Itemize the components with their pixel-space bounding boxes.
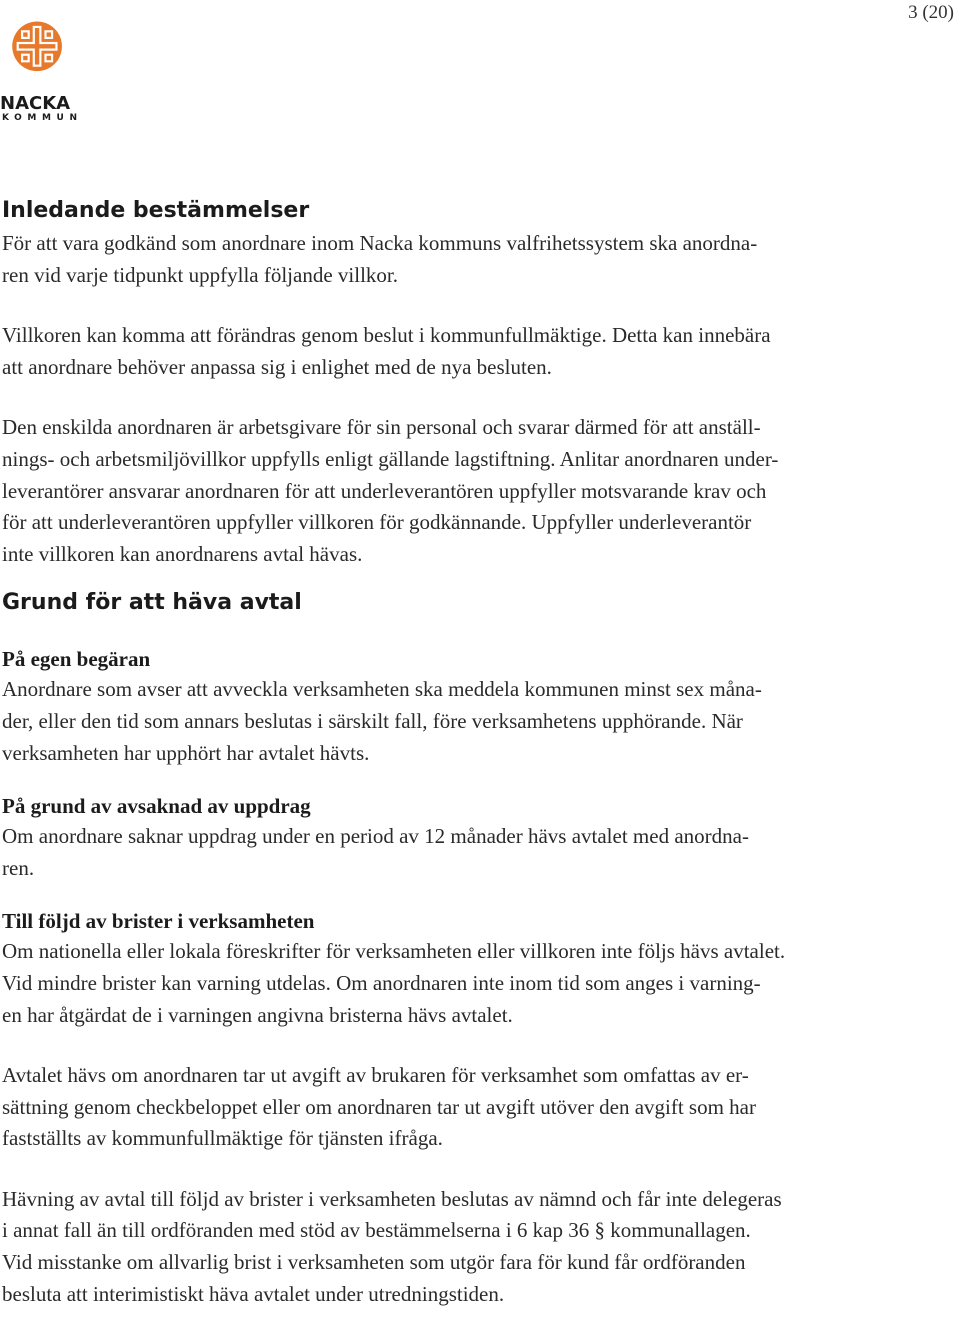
intro-paragraph-3 xyxy=(2,412,912,570)
text-line: der, eller den tid som annars beslutas i särskilt fall, före verksamhetens upphörande. När xyxy=(2,708,743,733)
page-number: 3 (20) xyxy=(908,2,954,23)
logo-sub: KOMMUN xyxy=(2,113,83,123)
text-line: Anordnare som avser att avveckla verksamheten ska meddela kommunen minst sex måna- xyxy=(2,677,762,702)
text-line: Hävning av avtal till följd av brister i verksamheten beslutas av nämnd och får inte delegeras xyxy=(2,1186,782,1211)
text-line: leverantörer ansvarar anordnaren för att underleverantören uppfyller motsvarande krav och xyxy=(2,478,767,503)
text-line: Avtalet hävs om anordnaren tar ut avgift av brukaren för verksamhet som omfattas av er- xyxy=(2,1063,749,1088)
text-line: Den enskilda anordnaren är arbetsgivare för sin personal och svarar därmed för att anställ- xyxy=(2,415,761,440)
deficiency-paragraph-2 xyxy=(2,1060,912,1155)
no-assignment-heading: På grund av avsaknad av uppdrag xyxy=(2,794,311,819)
intro-paragraph-2 xyxy=(2,320,912,383)
text-line: besluta att interimistiskt häva avtalet under utredningstiden. xyxy=(2,1281,505,1306)
text-line: För att vara godkänd som anordnare inom Nacka kommuns valfrihetssystem ska anordna- xyxy=(2,231,758,255)
text-line: Vid misstanke om allvarlig brist i verksamheten som utgör fara för kund får ordföranden xyxy=(2,1250,746,1275)
text-line: nings- och arbetsmiljövillkor uppfylls enligt gällande lagstiftning. Anlitar anordnaren under- xyxy=(2,446,779,471)
text-line: Om nationella eller lokala föreskrifter för verksamheten eller villkoren inte följs hävs avtalet. xyxy=(2,939,786,964)
text-line: inte villkoren kan anordnarens avtal hävas. xyxy=(2,541,363,566)
text-line: ren vid varje tidpunkt uppfylla följande villkor. xyxy=(2,262,398,287)
text-line: Vid mindre brister kan varning utdelas. Om anordnaren inte inom tid som anges i varning- xyxy=(2,970,761,995)
own-request-paragraph xyxy=(2,674,912,769)
text-line: att anordnare behöver anpassa sig i enlighet med de nya besluten. xyxy=(2,354,552,379)
text-line: en har åtgärdat de i varningen angivna bristerna hävs avtalet. xyxy=(2,1002,513,1027)
text-line: fastställts av kommunfullmäktige för tjänsten ifråga. xyxy=(2,1126,443,1151)
deficiency-paragraph-3 xyxy=(2,1184,912,1310)
logo-name: NACKA xyxy=(0,93,71,114)
text-line: för att underleverantören uppfyller villkoren för godkännande. Uppfyller underleverantör xyxy=(2,510,752,535)
document-body xyxy=(2,196,912,1310)
text-line: i annat fall än till ordföranden med stöd av bestämmelserna i 6 kap 36 § kommunallagen. xyxy=(2,1218,751,1243)
intro-paragraph-1 xyxy=(2,228,912,291)
text-line: Om anordnare saknar uppdrag under en period av 12 månader hävs avtalet med anordna- xyxy=(2,824,749,849)
text-line: verksamheten har upphört har avtalet hävts. xyxy=(2,740,370,765)
own-request-heading: På egen begäran xyxy=(2,647,151,672)
terminate-heading: Grund för att häva avtal xyxy=(2,590,302,616)
no-assignment-paragraph xyxy=(2,821,912,884)
deficiency-paragraph-1 xyxy=(2,936,912,1031)
text-line: sättning genom checkbeloppet eller om anordnaren tar ut avgift utöver den avgift som har xyxy=(2,1094,757,1119)
intro-heading: Inledande bestämmelser xyxy=(2,198,310,223)
nacka-emblem-icon xyxy=(0,20,80,96)
text-line: ren. xyxy=(2,855,35,880)
deficiency-heading: Till följd av brister i verksamheten xyxy=(2,909,315,934)
text-line: Villkoren kan komma att förändras genom beslut i kommunfullmäktige. Detta kan innebära xyxy=(2,323,771,348)
